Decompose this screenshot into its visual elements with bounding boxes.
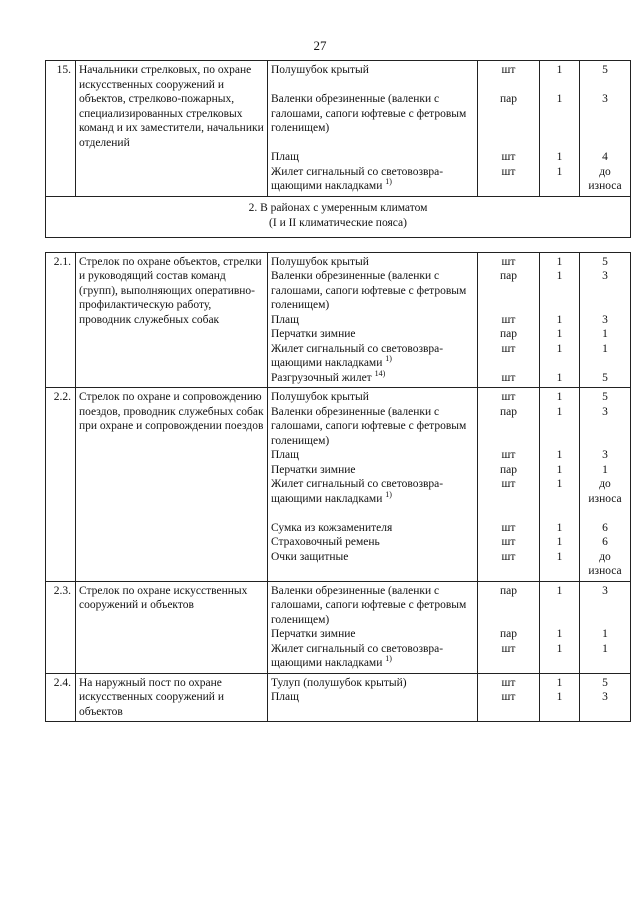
item-name: Сумка из кожзаменителя [271,521,393,534]
item-term: до износа [588,478,622,505]
item-quantity: 1 [556,255,563,268]
item-term: 3 [602,93,608,105]
term-cell [580,581,631,673]
item-quantity: 1 [556,151,563,163]
line-filler [543,656,576,671]
item-unit: шт [501,478,516,490]
item-name: Валенки обрезиненные (валенки с галошами, сапоги юфтевые с фетровым голенищем) [271,584,467,626]
item-unit: пар [499,463,517,476]
line-filler [583,284,627,299]
item-quantity: 1 [556,449,563,461]
quantity-cell [540,673,580,722]
item-term: 5 [602,391,608,403]
item-name: Разгрузочный жилет $^{14)}$ [271,368,386,384]
line-filler [481,434,536,449]
item-term: 1 [602,642,608,655]
line-filler [583,419,627,434]
item-quantity: 1 [556,328,563,340]
item-name: Жилет сигнальный со световозвра-щающими накладками $^{1)}$ [271,342,444,369]
item-unit: шт [501,449,516,461]
position-title: Стрелок по охране объектов, стрелки и руководящий состав команд (групп), выполняющих оперативно-профилактическую работу, проводник служебных собак [76,252,268,388]
line-filler [543,356,576,371]
item-unit: шт [501,165,516,178]
item-unit: пар [499,628,517,640]
item-name [271,78,474,93]
line-filler [583,107,627,122]
item-quantity: 1 [556,478,563,490]
item-term: 5 [602,676,608,689]
item-term: 3 [602,313,608,326]
item-name: Жилет сигнальный со световозвра-щающими накладками $^{1)}$ [271,642,444,669]
item-quantity: 1 [556,691,563,703]
item-term [583,136,627,151]
footnote-ref: 1) [385,177,392,187]
line-filler [481,419,536,434]
line-filler [481,298,536,313]
item-quantity: 1 [556,371,563,384]
spacer-row [46,237,631,252]
item-quantity: 1 [556,550,563,563]
item-term: 3 [602,270,608,282]
line-filler [543,492,576,507]
row-number: 15. [46,61,76,197]
item-term: 3 [602,449,608,461]
item-name [271,506,474,521]
term-cell [580,61,631,197]
line-filler [481,179,536,194]
item-name: Плащ [271,151,300,163]
item-unit: шт [501,151,516,163]
item-unit: шт [501,642,516,655]
item-quantity [543,506,576,521]
table-body [46,61,631,722]
item-quantity: 1 [556,64,563,76]
item-unit: шт [501,691,516,703]
line-filler [583,613,627,628]
item-term: 3 [602,584,608,597]
line-filler [583,598,627,613]
line-filler [543,598,576,613]
item-name: Тулуп (полушубок крытый) [271,676,407,689]
items-cell [268,581,478,673]
item-unit: пар [499,93,517,105]
line-filler [583,356,627,371]
quantity-cell [540,581,580,673]
item-name: Плащ [271,313,300,326]
line-filler [543,179,576,194]
item-name [271,136,474,151]
item-unit: шт [501,371,516,384]
quantity-cell [540,388,580,582]
table-row [46,581,631,673]
footnote-ref: 1) [385,489,392,499]
units-cell [478,673,540,722]
item-quantity: 1 [556,584,563,597]
section-header-row [46,196,631,237]
item-unit: шт [501,521,516,534]
item-quantity: 1 [556,642,563,655]
row-number: 2.4. [46,673,76,722]
line-filler [543,107,576,122]
item-quantity: 1 [556,405,563,418]
item-unit: шт [501,391,516,403]
item-unit: пар [499,405,517,418]
item-term: 1 [602,328,608,340]
row-number: 2.3. [46,581,76,673]
items-cell [268,252,478,388]
table-row [46,252,631,388]
line-filler [481,598,536,613]
line-filler [543,284,576,299]
item-quantity: 1 [556,536,563,548]
items-cell [268,673,478,722]
footnote-ref: 1) [385,654,392,664]
term-cell [580,673,631,722]
item-unit [481,78,536,93]
line-filler [481,613,536,628]
item-name: Страховочный ремень [271,536,380,548]
items-cell [268,388,478,582]
position-title: Стрелок по охране и сопровождению поездов, проводник служебных собак при охране и сопровождении поездов [76,388,268,582]
item-name: Валенки обрезиненные (валенки с галошами, сапоги юфтевые с фетровым голенищем) [271,93,467,134]
item-term: 1 [602,342,608,355]
line-filler [543,434,576,449]
item-term [583,78,627,93]
item-term [583,506,627,521]
item-term: 3 [602,405,608,418]
items-cell [268,61,478,197]
spacer-cell [46,237,631,252]
item-name: Плащ [271,449,300,461]
table-row [46,388,631,582]
item-term: до износа [588,165,622,192]
item-quantity: 1 [556,342,563,355]
item-quantity: 1 [556,463,563,476]
item-unit [481,506,536,521]
item-unit: шт [501,342,516,355]
item-term: 4 [602,151,608,163]
footnote-ref: 1) [385,354,392,364]
section-title: 2. В районах с умеренным климатом [248,202,428,214]
item-term: до износа [588,550,622,577]
section-header-cell [46,196,631,237]
table-row [46,673,631,722]
footnote-ref: 14) [374,368,386,378]
item-term: 3 [602,691,608,703]
item-term: 1 [602,463,608,476]
line-filler [481,284,536,299]
line-filler [543,613,576,628]
item-name: Валенки обрезиненные (валенки с галошами, сапоги юфтевые с фетровым голенищем) [271,270,467,311]
item-term: 6 [602,536,608,548]
item-unit: пар [499,328,517,340]
item-name: Плащ [271,691,300,703]
units-cell [478,581,540,673]
item-quantity: 1 [556,313,563,326]
row-number: 2.2. [46,388,76,582]
item-name: Перчатки зимние [271,328,356,340]
section-subtitle: (I и II климатические пояса) [269,216,407,229]
item-unit: шт [501,676,516,689]
quantity-cell [540,61,580,197]
line-filler [481,121,536,136]
item-quantity: 1 [556,676,563,689]
item-quantity: 1 [556,93,563,105]
item-unit: шт [501,536,516,548]
item-quantity: 1 [556,270,563,282]
position-title: На наружный пост по охране искусственных сооружений и объектов [76,673,268,722]
clothing-norms-table [45,60,631,722]
line-filler [481,356,536,371]
units-cell [478,61,540,197]
line-filler [481,656,536,671]
units-cell [478,252,540,388]
item-name: Полушубок крытый [271,64,369,76]
item-unit: пар [499,270,517,282]
position-title: Начальники стрелковых, по охране искусственных сооружений и объектов, стрелково-пожарных, специализированных стрелковых команд и их заместители, начальники отделений [76,61,268,197]
item-unit [481,136,536,151]
item-term: 5 [602,255,608,268]
item-name: Валенки обрезиненные (валенки с галошами, сапоги юфтевые с фетровым голенищем) [271,405,467,447]
item-term: 5 [602,64,608,76]
line-filler [583,434,627,449]
item-unit: шт [501,255,516,268]
item-quantity: 1 [556,165,563,178]
line-filler [543,298,576,313]
row-number: 2.1. [46,252,76,388]
term-cell [580,252,631,388]
line-filler [583,121,627,136]
page-number: 27 [313,38,327,53]
line-filler [543,121,576,136]
item-quantity: 1 [556,391,563,403]
item-name: Жилет сигнальный со световозвра-щающими накладками $^{1)}$ [271,478,444,505]
line-filler [543,419,576,434]
item-name: Полушубок крытый [271,255,369,268]
item-quantity: 1 [556,628,563,640]
line-filler [481,492,536,507]
item-unit: шт [501,64,516,76]
position-title: Стрелок по охране искусственных сооружений и объектов [76,581,268,673]
item-term: 5 [602,371,608,384]
term-cell [580,388,631,582]
item-term: 6 [602,521,608,534]
item-name: Перчатки зимние [271,628,356,640]
item-quantity [543,78,576,93]
item-unit: пар [499,584,517,597]
line-filler [583,298,627,313]
item-name: Очки защитные [271,550,349,563]
item-term: 1 [602,628,608,640]
line-filler [583,656,627,671]
item-quantity: 1 [556,521,563,534]
item-quantity [543,136,576,151]
item-unit: шт [501,550,516,563]
item-name: Жилет сигнальный со световозвра-щающими накладками $^{1)}$ [271,165,444,192]
units-cell [478,388,540,582]
line-filler [481,107,536,122]
quantity-cell [540,252,580,388]
item-name: Перчатки зимние [271,463,356,476]
table-row [46,61,631,197]
item-name: Полушубок крытый [271,391,369,403]
item-unit: шт [501,313,516,326]
